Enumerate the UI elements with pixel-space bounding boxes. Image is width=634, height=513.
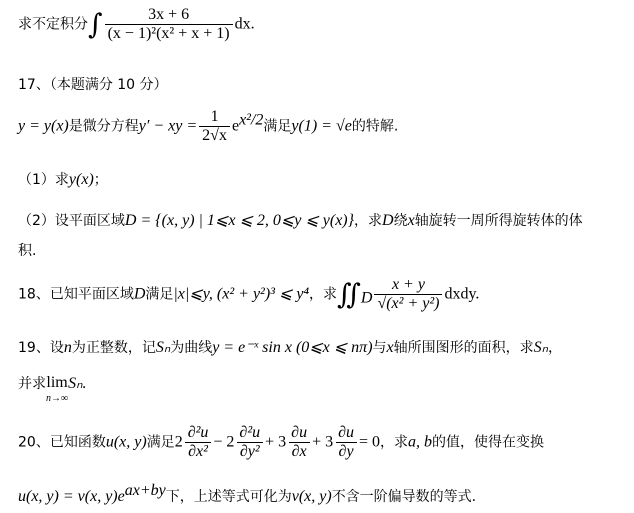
q18-e: ，求: [309, 286, 338, 303]
q17-statement: [18, 108, 398, 145]
q17-region: D = {(x, y) | 1⩽x ⩽ 2, 0⩽y ⩽ y(x)}: [124, 212, 355, 229]
q17-part2-c: ，求: [354, 213, 383, 229]
q17-exp-base: e: [231, 117, 240, 135]
q20-f4-num: ∂u: [338, 424, 354, 441]
q19-c: 为正整数，记: [71, 340, 156, 356]
q17-part2-d: D: [382, 212, 394, 229]
q20-line2: [18, 480, 476, 508]
q19-lim: lim: [46, 374, 68, 391]
q17-part2-f: x: [407, 212, 415, 229]
q20-d: ，求: [380, 434, 409, 451]
q19-j: Sₙ: [533, 339, 549, 356]
q19-limit: [46, 372, 68, 404]
q20-e: a, b: [408, 433, 433, 451]
q20-f3-num: ∂u: [291, 424, 308, 441]
q17-frac-num: 1: [210, 108, 219, 125]
q20-f3-den: ∂x: [289, 442, 310, 461]
q17-fraction: [199, 108, 230, 145]
q20-a: 20、已知函数: [18, 434, 106, 451]
q16-denominator: (x − 1)²(x² + x + 1): [105, 24, 233, 43]
q17-initial: y(1) = √e: [291, 117, 352, 135]
q20-op3: + 3: [312, 433, 334, 451]
q20-b: u(x, y): [105, 433, 147, 451]
q20-f2-den: ∂y²: [237, 442, 263, 461]
integral-sign: ∫: [88, 7, 103, 41]
q16-fraction: [105, 6, 233, 43]
q20-frac4: [335, 424, 357, 461]
q20-f1-den: ∂x²: [185, 442, 211, 461]
q18-domain: D: [360, 289, 373, 307]
q20-h: 下，上述等式可化为: [165, 489, 292, 505]
q17-exp-power: x²/2: [239, 111, 264, 129]
q19-d: Sₙ: [155, 339, 171, 356]
q19-o: Sₙ.: [68, 375, 87, 392]
q20-line: [18, 424, 544, 461]
q17-part2-a: （2）设平面区域: [18, 213, 125, 229]
q19-l: 并求: [18, 376, 46, 392]
q19-i: 轴所围图形的面积，求: [393, 340, 534, 356]
q17-text-b: 是微分方程: [68, 118, 139, 135]
q19-line: [18, 336, 562, 359]
q18-fraction: [374, 276, 442, 313]
q17-part2-wrap: 积.: [18, 243, 37, 259]
q18-b: D: [133, 285, 146, 303]
q16-tail: dx.: [234, 15, 255, 33]
q20-transform: u(x, y) = v(x, y)e: [18, 488, 125, 505]
q17-part1-a: （1）求: [18, 172, 69, 188]
q20-f4-den: ∂y: [336, 442, 357, 461]
q17-header: 17、（本题满分 10 分）: [18, 77, 168, 93]
q17-part2-g: 轴旋转一周所得旋转体的体: [414, 213, 583, 229]
q17-part1-c: ；: [93, 172, 108, 188]
q19-line2: [18, 372, 87, 404]
q18-c: 满足: [145, 286, 174, 303]
q17-part1: [18, 168, 108, 191]
q20-transform-exp: ax+by: [124, 482, 166, 499]
q19-g: 与: [372, 340, 387, 356]
q19-e: 为曲线: [170, 340, 213, 356]
q16-lead: 求不定积分: [18, 16, 88, 33]
q20-coef1: 2: [174, 433, 183, 451]
q19-lim-sub: n→∞: [46, 393, 69, 404]
q17-frac-den: 2√x: [199, 126, 230, 145]
q19-curve: y = e⁻ˣ sin x (0⩽x ⩽ nπ): [212, 339, 373, 356]
q20-frac1: [185, 424, 212, 461]
double-integral-sign: ∬: [337, 277, 361, 311]
q19-h: x: [386, 339, 394, 356]
q17-yx: y = y(x): [18, 117, 69, 135]
q18-condition: |x|⩽y, (x² + y²)³ ⩽ y⁴: [173, 285, 310, 303]
q20-j: 不含一阶偏导数的等式.: [331, 489, 477, 505]
q20-frac3: [288, 424, 310, 461]
q20-i: v(x, y): [291, 488, 332, 505]
q17-text-d: 满足: [263, 118, 292, 135]
q20-op2: + 3: [265, 433, 287, 451]
q18-line: [18, 276, 479, 313]
q17-part2-e: 绕: [393, 213, 408, 229]
q20-op1: − 2: [213, 433, 235, 451]
q17-part1-b: y(x): [68, 171, 94, 188]
q18-h: dxdy.: [444, 285, 480, 303]
q17-text-f: 的特解.: [351, 118, 399, 135]
q20-frac2: [236, 424, 263, 461]
q18-num: x + y: [391, 276, 425, 293]
q20-c: 满足: [146, 434, 175, 451]
q20-f1-num: ∂²u: [187, 424, 209, 441]
q19-a: 19、设: [18, 340, 64, 356]
q20-eq: = 0: [359, 433, 381, 451]
q18-den: √(x² + y²): [374, 294, 442, 313]
q20-f2-num: ∂²u: [239, 424, 261, 441]
q19-k: ，: [548, 340, 563, 356]
q18-a: 18、已知平面区域: [18, 286, 134, 303]
q16-line: [18, 6, 255, 43]
q17-ode-left: y′ − xy =: [138, 117, 198, 135]
q17-part2: [18, 209, 583, 232]
q19-b: n: [63, 339, 72, 356]
q16-numerator: 3x + 6: [148, 6, 190, 23]
q20-f: 的值，使得在变换: [432, 434, 545, 451]
